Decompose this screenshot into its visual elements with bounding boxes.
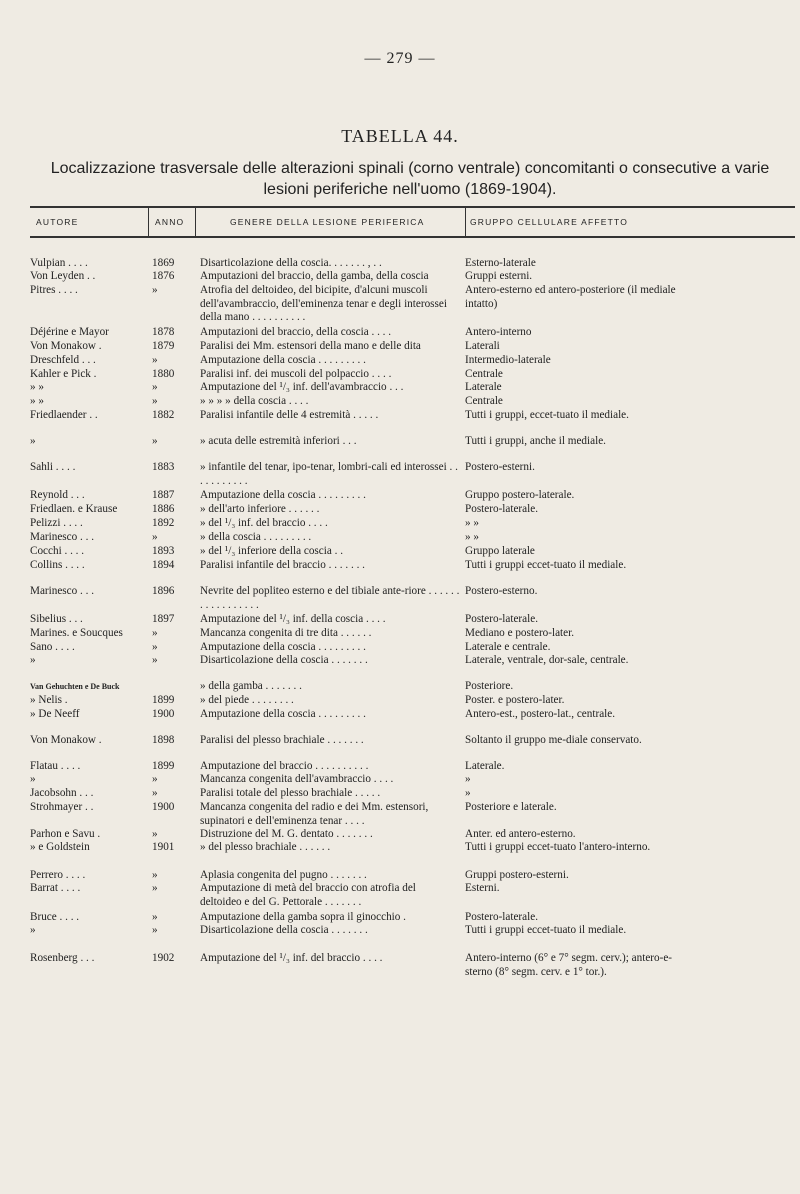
- row-year: »: [152, 787, 158, 799]
- row-year: 1897: [152, 613, 175, 625]
- row-author: Parhon e Savu .: [30, 828, 101, 840]
- row-author: Sano . . . .: [30, 641, 75, 653]
- row-year: »: [152, 284, 158, 296]
- row-group: Tutti i gruppi eccet-tuato l'antero-interno.: [465, 841, 651, 853]
- row-year: 1900: [152, 801, 175, 813]
- column-divider: [148, 206, 149, 238]
- header-author: AUTORE: [36, 217, 79, 227]
- row-lesion: » del piede . . . . . . . .: [200, 694, 294, 706]
- row-group: Gruppi esterni.: [465, 270, 533, 282]
- row-year: »: [152, 882, 158, 894]
- row-year: 1893: [152, 545, 175, 557]
- row-group: Intermedio-laterale: [465, 354, 551, 366]
- row-author: »: [30, 773, 36, 785]
- row-lesion: Amputazioni del braccio, della gamba, della coscia: [200, 270, 429, 282]
- row-author: Kahler e Pick .: [30, 368, 97, 380]
- row-lesion: Amputazione del ¹/₃ inf. della coscia . . . .: [200, 613, 386, 625]
- column-divider: [465, 206, 466, 238]
- row-group: Tutti i gruppi, anche il mediale.: [465, 435, 606, 447]
- row-year: »: [152, 354, 158, 366]
- row-lesion: Paralisi inf. dei muscoli del polpaccio . . . .: [200, 368, 392, 380]
- table-caption: Localizzazione trasversale delle alterazioni spinali (corno ventrale) concomitanti o consecutive a varie lesioni periferiche nell'uomo (1869-1904).: [50, 160, 770, 198]
- row-group: Postero-esterni.: [465, 461, 535, 473]
- row-lesion: » della coscia . . . . . . . . .: [200, 531, 312, 543]
- row-author: Perrero . . . .: [30, 869, 86, 881]
- row-author: Flatau . . . .: [30, 760, 81, 772]
- row-lesion: Disarticolazione della coscia . . . . . . .: [200, 924, 368, 936]
- row-author: Vulpian . . . .: [30, 257, 88, 269]
- row-author: Pelizzi . . . .: [30, 517, 83, 529]
- row-lesion: Amputazione della gamba sopra il ginocchio .: [200, 911, 406, 923]
- row-author: Von Leyden . .: [30, 270, 96, 282]
- row-year: 1883: [152, 461, 175, 473]
- row-year: 1898: [152, 734, 175, 746]
- row-year: 1878: [152, 326, 175, 338]
- row-year: 1887: [152, 489, 175, 501]
- header-group: GRUPPO CELLULARE AFFETTO: [470, 217, 629, 227]
- row-year: 1882: [152, 409, 175, 421]
- header-year: ANNO: [155, 217, 185, 227]
- row-author: Pitres . . . .: [30, 284, 78, 296]
- table-title: TABELLA 44.: [341, 126, 459, 146]
- row-lesion: Amputazioni del braccio, della coscia . . . .: [200, 326, 392, 338]
- row-author: Déjérine e Mayor: [30, 326, 109, 338]
- table-header: [30, 206, 795, 238]
- row-author: Marinesco . . .: [30, 531, 95, 543]
- row-lesion: » » » » della coscia . . . .: [200, 395, 309, 407]
- row-author: »: [30, 924, 36, 936]
- row-year: 1886: [152, 503, 175, 515]
- row-year: »: [152, 924, 158, 936]
- row-year: 1896: [152, 585, 175, 597]
- row-lesion: Disarticolazione della coscia. . . . . . . , . .: [200, 257, 382, 269]
- row-year: 1869: [152, 257, 175, 269]
- row-year: »: [152, 381, 158, 393]
- row-lesion: Nevrite del popliteo esterno e del tibiale ante-riore . . . . . . . . . . . . . . . . .: [200, 585, 460, 611]
- row-year: »: [152, 911, 158, 923]
- row-group: Postero-esterno.: [465, 585, 538, 597]
- row-group: Postero-laterale.: [465, 503, 538, 515]
- row-group: Laterale: [465, 381, 502, 393]
- row-year: »: [152, 828, 158, 840]
- row-group: Antero-esterno ed antero-posteriore (il mediale intatto): [465, 284, 676, 310]
- row-lesion: Mancanza congenita di tre dita . . . . . .: [200, 627, 372, 639]
- row-author: Von Monakow .: [30, 340, 102, 352]
- row-year: »: [152, 531, 158, 543]
- row-group: Laterale e centrale.: [465, 641, 551, 653]
- row-lesion: » del ¹/₃ inf. del braccio . . . .: [200, 517, 328, 529]
- row-group: Centrale: [465, 395, 503, 407]
- row-lesion: Aplasia congenita del pugno . . . . . . .: [200, 869, 367, 881]
- row-lesion: Paralisi dei Mm. estensori della mano e delle dita: [200, 340, 421, 352]
- row-year: »: [152, 435, 158, 447]
- row-lesion: Atrofia del deltoideo, del bicipite, d'alcuni muscoli dell'avambraccio, dell'eminenza tenar e degli interossei della mano . . . . . . . . . .: [200, 284, 447, 323]
- row-author: Friedlaender . .: [30, 409, 98, 421]
- row-author: Dreschfeld . . .: [30, 354, 96, 366]
- row-group: Gruppi postero-esterni.: [465, 869, 569, 881]
- row-lesion: Distruzione del M. G. dentato . . . . . . .: [200, 828, 373, 840]
- row-group: Posteriore e laterale.: [465, 801, 557, 813]
- row-lesion: Amputazione della coscia . . . . . . . . .: [200, 354, 366, 366]
- row-year: 1880: [152, 368, 175, 380]
- row-group: Antero-interno: [465, 326, 532, 338]
- row-lesion: » infantile del tenar, ipo-tenar, lombri-cali ed interossei . . . . . . . . . . .: [200, 461, 458, 487]
- row-group: Esterno-laterale: [465, 257, 536, 269]
- row-author: Sahli . . . .: [30, 461, 76, 473]
- row-group: Postero-laterale.: [465, 911, 538, 923]
- row-group: Mediano e postero-later.: [465, 627, 575, 639]
- row-lesion: Amputazione del ¹/₃ inf. del braccio . . . .: [200, 952, 383, 964]
- row-lesion: » del plesso brachiale . . . . . .: [200, 841, 331, 853]
- row-year: »: [152, 869, 158, 881]
- row-author: Marines. e Soucques: [30, 627, 123, 639]
- row-lesion: Mancanza congenita dell'avambraccio . . . .: [200, 773, 394, 785]
- row-lesion: Paralisi del plesso brachiale . . . . . . .: [200, 734, 364, 746]
- row-author: »: [30, 654, 36, 666]
- row-lesion: Mancanza congenita del radio e dei Mm. estensori, supinatori e dell'eminenza tenar . . . .: [200, 801, 429, 827]
- row-author: Van Gehuchten e De Buck: [30, 682, 120, 691]
- row-group: Tutti i gruppi eccet-tuato il mediale.: [465, 924, 627, 936]
- row-group: Esterni.: [465, 882, 500, 894]
- row-lesion: Disarticolazione della coscia . . . . . . .: [200, 654, 368, 666]
- row-lesion: Paralisi infantile del braccio . . . . . . .: [200, 559, 365, 571]
- row-group: Centrale: [465, 368, 503, 380]
- row-author: Sibelius . . .: [30, 613, 83, 625]
- row-group: » »: [465, 517, 479, 529]
- row-author: Strohmayer . .: [30, 801, 94, 813]
- row-author: Bruce . . . .: [30, 911, 80, 923]
- row-year: 1899: [152, 694, 175, 706]
- row-author: Von Monakow .: [30, 734, 102, 746]
- row-lesion: » della gamba . . . . . . .: [200, 680, 302, 692]
- row-lesion: Amputazione della coscia . . . . . . . . .: [200, 489, 366, 501]
- row-author: » e Goldstein: [30, 841, 90, 853]
- row-group: Postero-laterale.: [465, 613, 538, 625]
- row-group: Gruppo postero-laterale.: [465, 489, 575, 501]
- row-year: 1899: [152, 760, 175, 772]
- row-author: » »: [30, 395, 44, 407]
- row-group: Gruppo laterale: [465, 545, 535, 557]
- row-lesion: Amputazione di metà del braccio con atrofia del deltoideo e del G. Pettorale . . . . . . .: [200, 882, 416, 908]
- row-year: 1892: [152, 517, 175, 529]
- row-year: 1902: [152, 952, 175, 964]
- row-lesion: Amputazione del braccio . . . . . . . . . .: [200, 760, 369, 772]
- row-lesion: Paralisi totale del plesso brachiale . . . . .: [200, 787, 381, 799]
- row-lesion: Paralisi infantile delle 4 estremità . . . . .: [200, 409, 379, 421]
- row-author: Jacobsohn . . .: [30, 787, 94, 799]
- row-author: » De Neeff: [30, 708, 80, 720]
- row-year: »: [152, 627, 158, 639]
- row-group: Antero-est., postero-lat., centrale.: [465, 708, 616, 720]
- row-author: Collins . . . .: [30, 559, 85, 571]
- row-lesion: Amputazione della coscia . . . . . . . . .: [200, 708, 366, 720]
- row-year: 1894: [152, 559, 175, 571]
- row-year: 1901: [152, 841, 175, 853]
- row-group: Laterali: [465, 340, 500, 352]
- row-group: Laterale.: [465, 760, 505, 772]
- row-group: »: [465, 773, 471, 785]
- row-group: » »: [465, 531, 479, 543]
- row-lesion: » acuta delle estremità inferiori . . .: [200, 435, 357, 447]
- row-group: Anter. ed antero-esterno.: [465, 828, 576, 840]
- header-lesion: GENERE DELLA LESIONE PERIFERICA: [230, 217, 425, 227]
- row-author: Rosenberg . . .: [30, 952, 95, 964]
- row-group: Laterale, ventrale, dor-sale, centrale.: [465, 654, 629, 666]
- row-lesion: Amputazione del ¹/₃ inf. dell'avambraccio . . .: [200, 381, 404, 393]
- row-author: »: [30, 435, 36, 447]
- row-lesion: » del ¹/₃ inferiore della coscia . .: [200, 545, 344, 557]
- row-year: »: [152, 773, 158, 785]
- row-author: » »: [30, 381, 44, 393]
- row-year: 1876: [152, 270, 175, 282]
- row-group: Tutti i gruppi, eccet-tuato il mediale.: [465, 409, 629, 421]
- row-author: Friedlaen. e Krause: [30, 503, 118, 515]
- row-group: Tutti i gruppi eccet-tuato il mediale.: [465, 559, 627, 571]
- row-author: » Nelis .: [30, 694, 68, 706]
- row-author: Marinesco . . .: [30, 585, 95, 597]
- row-year: »: [152, 641, 158, 653]
- row-year: »: [152, 654, 158, 666]
- row-year: 1900: [152, 708, 175, 720]
- row-group: Poster. e postero-later.: [465, 694, 565, 706]
- row-author: Cocchi . . . .: [30, 545, 85, 557]
- row-group: »: [465, 787, 471, 799]
- row-year: »: [152, 395, 158, 407]
- row-group: Posteriore.: [465, 680, 514, 692]
- row-year: 1879: [152, 340, 175, 352]
- row-group: Antero-interno (6° e 7° segm. cerv.); antero-e-sterno (8° segm. cerv. e 1° tor.).: [465, 952, 673, 978]
- row-lesion: » dell'arto inferiore . . . . . .: [200, 503, 320, 515]
- row-lesion: Amputazione della coscia . . . . . . . . .: [200, 641, 366, 653]
- column-divider: [195, 206, 196, 238]
- row-group: Soltanto il gruppo me-diale conservato.: [465, 734, 642, 746]
- row-author: Barrat . . . .: [30, 882, 81, 894]
- page-number: — 279 —: [364, 50, 436, 67]
- row-author: Reynold . . .: [30, 489, 85, 501]
